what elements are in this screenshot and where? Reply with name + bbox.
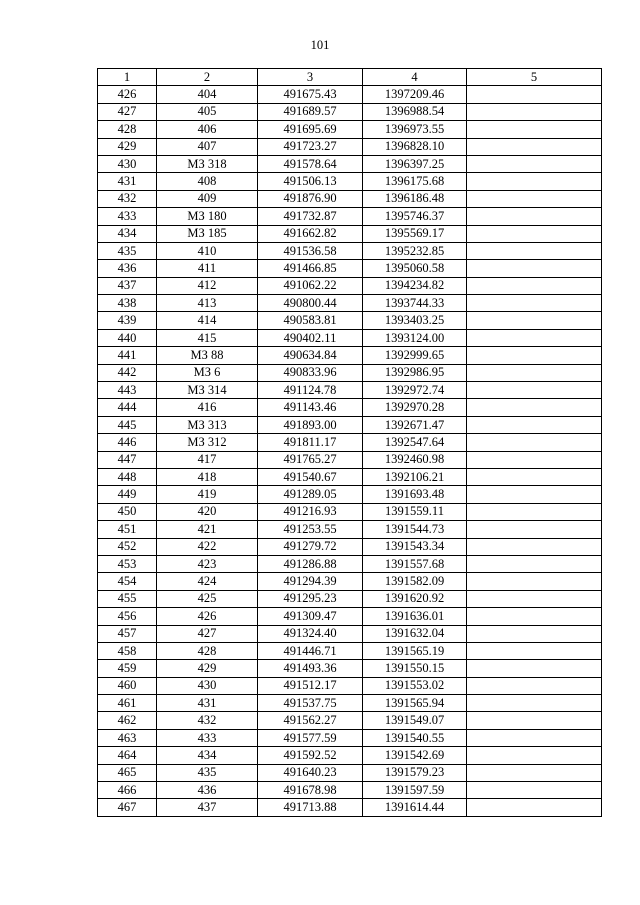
y-coordinate-cell: 1391614.44: [363, 799, 467, 816]
table-row: [98, 86, 602, 103]
x-coordinate-cell: 491732.87: [258, 208, 363, 225]
y-coordinate-cell: 1396828.10: [363, 138, 467, 155]
point-label-cell: 430: [157, 677, 258, 694]
table-row: [98, 782, 602, 799]
note-cell: [467, 451, 602, 468]
point-label-cell: 404: [157, 86, 258, 103]
y-coordinate-cell: 1395746.37: [363, 208, 467, 225]
row-number-cell: 449: [98, 486, 157, 503]
point-label-cell: МЗ 185: [157, 225, 258, 242]
table-row: [98, 155, 602, 172]
point-label-cell: 406: [157, 121, 258, 138]
row-number-cell: 439: [98, 312, 157, 329]
y-coordinate-cell: 1391542.69: [363, 747, 467, 764]
x-coordinate-cell: 491876.90: [258, 190, 363, 207]
y-coordinate-cell: 1391632.04: [363, 625, 467, 642]
row-number-cell: 454: [98, 573, 157, 590]
point-label-cell: МЗ 313: [157, 416, 258, 433]
y-coordinate-cell: 1392106.21: [363, 468, 467, 485]
y-coordinate-cell: 1391565.94: [363, 695, 467, 712]
table-row: [98, 486, 602, 503]
row-number-cell: 428: [98, 121, 157, 138]
y-coordinate-cell: 1391582.09: [363, 573, 467, 590]
row-number-cell: 430: [98, 155, 157, 172]
table-row: [98, 729, 602, 746]
row-number-cell: 445: [98, 416, 157, 433]
row-number-cell: 435: [98, 242, 157, 259]
x-coordinate-cell: 491062.22: [258, 277, 363, 294]
table-row: [98, 190, 602, 207]
row-number-cell: 450: [98, 503, 157, 520]
y-coordinate-cell: 1391597.59: [363, 782, 467, 799]
table-row: [98, 468, 602, 485]
row-number-cell: 467: [98, 799, 157, 816]
table-row: [98, 382, 602, 399]
note-cell: [467, 173, 602, 190]
point-label-cell: 414: [157, 312, 258, 329]
y-coordinate-cell: 1391636.01: [363, 608, 467, 625]
row-number-cell: 443: [98, 382, 157, 399]
y-coordinate-cell: 1391544.73: [363, 521, 467, 538]
row-number-cell: 455: [98, 590, 157, 607]
point-label-cell: 427: [157, 625, 258, 642]
note-cell: [467, 782, 602, 799]
point-label-cell: 422: [157, 538, 258, 555]
table-row: [98, 764, 602, 781]
table-row: [98, 538, 602, 555]
row-number-cell: 427: [98, 103, 157, 120]
x-coordinate-cell: 491765.27: [258, 451, 363, 468]
point-label-cell: 433: [157, 729, 258, 746]
note-cell: [467, 538, 602, 555]
note-cell: [467, 329, 602, 346]
note-cell: [467, 642, 602, 659]
point-label-cell: 432: [157, 712, 258, 729]
x-coordinate-cell: 490402.11: [258, 329, 363, 346]
note-cell: [467, 190, 602, 207]
x-coordinate-cell: 491309.47: [258, 608, 363, 625]
page-number: 101: [310, 38, 330, 52]
x-coordinate-cell: 491286.88: [258, 555, 363, 572]
note-cell: [467, 347, 602, 364]
row-number-cell: 457: [98, 625, 157, 642]
note-cell: [467, 555, 602, 572]
note-cell: [467, 573, 602, 590]
table-row: [98, 712, 602, 729]
y-coordinate-cell: 1393744.33: [363, 295, 467, 312]
table-row: [98, 590, 602, 607]
row-number-cell: 456: [98, 608, 157, 625]
note-cell: [467, 416, 602, 433]
table-row: [98, 434, 602, 451]
x-coordinate-cell: 490583.81: [258, 312, 363, 329]
y-coordinate-cell: 1392970.28: [363, 399, 467, 416]
note-cell: [467, 660, 602, 677]
note-cell: [467, 312, 602, 329]
point-label-cell: МЗ 88: [157, 347, 258, 364]
row-number-cell: 434: [98, 225, 157, 242]
y-coordinate-cell: 1392460.98: [363, 451, 467, 468]
note-cell: [467, 121, 602, 138]
x-coordinate-cell: 491640.23: [258, 764, 363, 781]
y-coordinate-cell: 1392547.64: [363, 434, 467, 451]
table-row: [98, 799, 602, 816]
point-label-cell: МЗ 6: [157, 364, 258, 381]
note-cell: [467, 364, 602, 381]
table-row: [98, 399, 602, 416]
row-number-cell: 426: [98, 86, 157, 103]
table-row: [98, 347, 602, 364]
x-coordinate-cell: 491678.98: [258, 782, 363, 799]
note-cell: [467, 729, 602, 746]
row-number-cell: 433: [98, 208, 157, 225]
header-row: [98, 69, 602, 86]
x-coordinate-cell: 491675.43: [258, 86, 363, 103]
point-label-cell: 419: [157, 486, 258, 503]
y-coordinate-cell: 1395232.85: [363, 242, 467, 259]
note-cell: [467, 86, 602, 103]
y-coordinate-cell: 1396186.48: [363, 190, 467, 207]
row-number-cell: 442: [98, 364, 157, 381]
point-label-cell: 413: [157, 295, 258, 312]
x-coordinate-cell: 491577.59: [258, 729, 363, 746]
note-cell: [467, 625, 602, 642]
x-coordinate-cell: 491493.36: [258, 660, 363, 677]
x-coordinate-cell: 491578.64: [258, 155, 363, 172]
table-row: [98, 225, 602, 242]
y-coordinate-cell: 1394234.82: [363, 277, 467, 294]
x-coordinate-cell: 490800.44: [258, 295, 363, 312]
y-coordinate-cell: 1393124.00: [363, 329, 467, 346]
row-number-cell: 459: [98, 660, 157, 677]
note-cell: [467, 399, 602, 416]
point-label-cell: 418: [157, 468, 258, 485]
x-coordinate-cell: 491562.27: [258, 712, 363, 729]
x-coordinate-cell: 491689.57: [258, 103, 363, 120]
note-cell: [467, 260, 602, 277]
note-cell: [467, 382, 602, 399]
row-number-cell: 429: [98, 138, 157, 155]
y-coordinate-cell: 1391549.07: [363, 712, 467, 729]
column-header-2: 2: [157, 69, 258, 86]
point-label-cell: 407: [157, 138, 258, 155]
point-label-cell: 411: [157, 260, 258, 277]
note-cell: [467, 277, 602, 294]
point-label-cell: 424: [157, 573, 258, 590]
x-coordinate-cell: 491295.23: [258, 590, 363, 607]
x-coordinate-cell: 491893.00: [258, 416, 363, 433]
row-number-cell: 437: [98, 277, 157, 294]
point-label-cell: 417: [157, 451, 258, 468]
note-cell: [467, 608, 602, 625]
note-cell: [467, 799, 602, 816]
y-coordinate-cell: 1396973.55: [363, 121, 467, 138]
point-label-cell: 436: [157, 782, 258, 799]
x-coordinate-cell: 490833.96: [258, 364, 363, 381]
coordinates-table: [97, 68, 602, 817]
x-coordinate-cell: 491324.40: [258, 625, 363, 642]
y-coordinate-cell: 1397209.46: [363, 86, 467, 103]
note-cell: [467, 590, 602, 607]
point-label-cell: 409: [157, 190, 258, 207]
point-label-cell: 434: [157, 747, 258, 764]
note-cell: [467, 521, 602, 538]
row-number-cell: 463: [98, 729, 157, 746]
note-cell: [467, 503, 602, 520]
x-coordinate-cell: 491540.67: [258, 468, 363, 485]
note-cell: [467, 103, 602, 120]
note-cell: [467, 747, 602, 764]
point-label-cell: 423: [157, 555, 258, 572]
point-label-cell: 431: [157, 695, 258, 712]
point-label-cell: МЗ 314: [157, 382, 258, 399]
y-coordinate-cell: 1396988.54: [363, 103, 467, 120]
table-row: [98, 695, 602, 712]
x-coordinate-cell: 491695.69: [258, 121, 363, 138]
table-row: [98, 277, 602, 294]
x-coordinate-cell: 491446.71: [258, 642, 363, 659]
table-row: [98, 173, 602, 190]
table-row: [98, 103, 602, 120]
note-cell: [467, 468, 602, 485]
point-label-cell: 420: [157, 503, 258, 520]
row-number-cell: 452: [98, 538, 157, 555]
y-coordinate-cell: 1395060.58: [363, 260, 467, 277]
y-coordinate-cell: 1391557.68: [363, 555, 467, 572]
row-number-cell: 464: [98, 747, 157, 764]
note-cell: [467, 155, 602, 172]
row-number-cell: 447: [98, 451, 157, 468]
row-number-cell: 461: [98, 695, 157, 712]
point-label-cell: 408: [157, 173, 258, 190]
table-row: [98, 608, 602, 625]
note-cell: [467, 208, 602, 225]
row-number-cell: 448: [98, 468, 157, 485]
table-row: [98, 503, 602, 520]
row-number-cell: 444: [98, 399, 157, 416]
point-label-cell: 437: [157, 799, 258, 816]
table-row: [98, 208, 602, 225]
point-label-cell: 426: [157, 608, 258, 625]
table-row: [98, 660, 602, 677]
row-number-cell: 460: [98, 677, 157, 694]
y-coordinate-cell: 1391579.23: [363, 764, 467, 781]
table-row: [98, 451, 602, 468]
point-label-cell: 429: [157, 660, 258, 677]
row-number-cell: 441: [98, 347, 157, 364]
point-label-cell: 410: [157, 242, 258, 259]
y-coordinate-cell: 1391565.19: [363, 642, 467, 659]
row-number-cell: 453: [98, 555, 157, 572]
row-number-cell: 462: [98, 712, 157, 729]
x-coordinate-cell: 491466.85: [258, 260, 363, 277]
table-row: [98, 573, 602, 590]
table-row: [98, 121, 602, 138]
x-coordinate-cell: 491536.58: [258, 242, 363, 259]
column-header-1: 1: [98, 69, 157, 86]
x-coordinate-cell: 491592.52: [258, 747, 363, 764]
x-coordinate-cell: 491124.78: [258, 382, 363, 399]
y-coordinate-cell: 1392986.95: [363, 364, 467, 381]
note-cell: [467, 242, 602, 259]
table-row: [98, 677, 602, 694]
x-coordinate-cell: 491723.27: [258, 138, 363, 155]
row-number-cell: 465: [98, 764, 157, 781]
x-coordinate-cell: 491537.75: [258, 695, 363, 712]
point-label-cell: 416: [157, 399, 258, 416]
table-row: [98, 242, 602, 259]
y-coordinate-cell: 1391553.02: [363, 677, 467, 694]
row-number-cell: 436: [98, 260, 157, 277]
point-label-cell: МЗ 312: [157, 434, 258, 451]
row-number-cell: 451: [98, 521, 157, 538]
column-header-4: 4: [363, 69, 467, 86]
row-number-cell: 440: [98, 329, 157, 346]
row-number-cell: 432: [98, 190, 157, 207]
point-label-cell: 435: [157, 764, 258, 781]
y-coordinate-cell: 1396175.68: [363, 173, 467, 190]
point-label-cell: 421: [157, 521, 258, 538]
table-row: [98, 625, 602, 642]
point-label-cell: МЗ 180: [157, 208, 258, 225]
y-coordinate-cell: 1395569.17: [363, 225, 467, 242]
table-row: [98, 295, 602, 312]
x-coordinate-cell: 491662.82: [258, 225, 363, 242]
point-label-cell: МЗ 318: [157, 155, 258, 172]
point-label-cell: 428: [157, 642, 258, 659]
note-cell: [467, 764, 602, 781]
row-number-cell: 466: [98, 782, 157, 799]
y-coordinate-cell: 1391620.92: [363, 590, 467, 607]
y-coordinate-cell: 1391559.11: [363, 503, 467, 520]
x-coordinate-cell: 491289.05: [258, 486, 363, 503]
table-row: [98, 138, 602, 155]
column-header-3: 3: [258, 69, 363, 86]
y-coordinate-cell: 1392972.74: [363, 382, 467, 399]
note-cell: [467, 225, 602, 242]
x-coordinate-cell: 491811.17: [258, 434, 363, 451]
point-label-cell: 412: [157, 277, 258, 294]
table-row: [98, 312, 602, 329]
table-row: [98, 521, 602, 538]
y-coordinate-cell: 1393403.25: [363, 312, 467, 329]
point-label-cell: 405: [157, 103, 258, 120]
row-number-cell: 431: [98, 173, 157, 190]
row-number-cell: 438: [98, 295, 157, 312]
table-row: [98, 747, 602, 764]
note-cell: [467, 295, 602, 312]
table-row: [98, 416, 602, 433]
table-row: [98, 642, 602, 659]
point-label-cell: 425: [157, 590, 258, 607]
y-coordinate-cell: 1391550.15: [363, 660, 467, 677]
x-coordinate-cell: 491253.55: [258, 521, 363, 538]
y-coordinate-cell: 1392671.47: [363, 416, 467, 433]
note-cell: [467, 712, 602, 729]
table-row: [98, 329, 602, 346]
x-coordinate-cell: 491143.46: [258, 399, 363, 416]
table-row: [98, 364, 602, 381]
y-coordinate-cell: 1391543.34: [363, 538, 467, 555]
x-coordinate-cell: 491279.72: [258, 538, 363, 555]
x-coordinate-cell: 491294.39: [258, 573, 363, 590]
point-label-cell: 415: [157, 329, 258, 346]
x-coordinate-cell: 491713.88: [258, 799, 363, 816]
row-number-cell: 446: [98, 434, 157, 451]
x-coordinate-cell: 491512.17: [258, 677, 363, 694]
note-cell: [467, 677, 602, 694]
y-coordinate-cell: 1396397.25: [363, 155, 467, 172]
column-header-5: 5: [467, 69, 602, 86]
table-body: [98, 86, 602, 816]
table-row: [98, 555, 602, 572]
note-cell: [467, 486, 602, 503]
x-coordinate-cell: 490634.84: [258, 347, 363, 364]
table-row: [98, 260, 602, 277]
x-coordinate-cell: 491216.93: [258, 503, 363, 520]
note-cell: [467, 695, 602, 712]
y-coordinate-cell: 1391693.48: [363, 486, 467, 503]
note-cell: [467, 138, 602, 155]
note-cell: [467, 434, 602, 451]
x-coordinate-cell: 491506.13: [258, 173, 363, 190]
y-coordinate-cell: 1392999.65: [363, 347, 467, 364]
row-number-cell: 458: [98, 642, 157, 659]
y-coordinate-cell: 1391540.55: [363, 729, 467, 746]
